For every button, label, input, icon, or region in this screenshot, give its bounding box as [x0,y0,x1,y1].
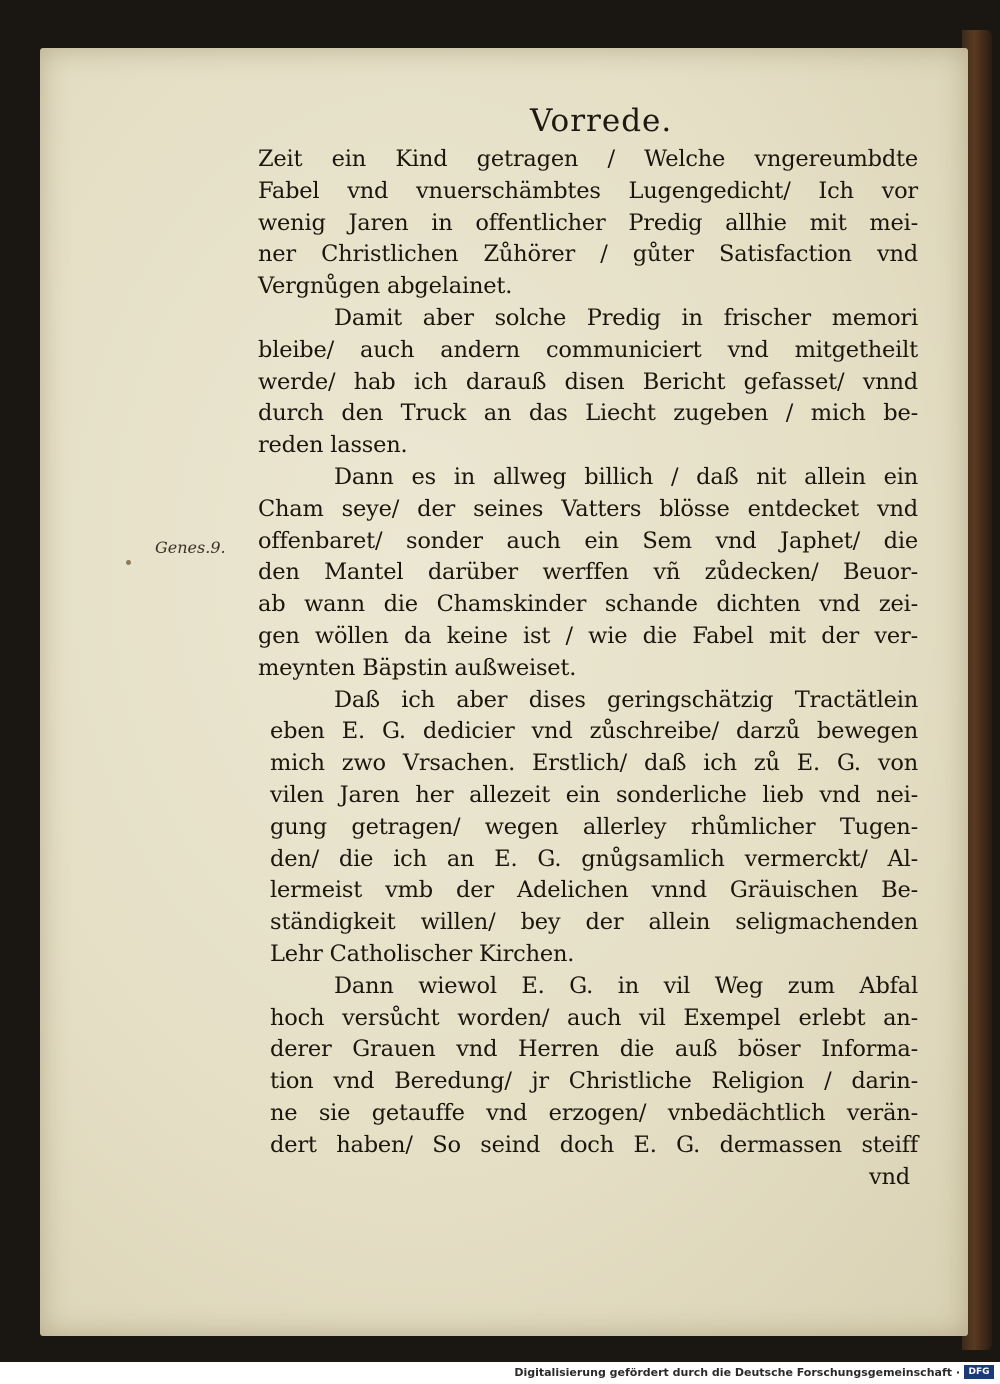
text-line: Dann wiewol E. G. in vil Weg zum Abfal [334,972,918,999]
catchword: vnd [868,1163,910,1190]
dfg-logo-icon: DFG [964,1365,994,1379]
text-line: Dann es in allweg billich / daß nit allein ein [334,463,918,490]
body-text [258,144,918,1193]
text-line: bleibe/ auch andern communiciert vnd mitgetheilt [258,336,918,363]
text-line: Cham seye/ der seines Vatters blösse entdecket vnd [258,495,918,522]
text-line: mich zwo Vrsachen. Erstlich/ daß ich zů E. G. von [270,750,918,777]
text-line: gung getragen/ wegen allerley rhůmlicher Tugen- [270,813,918,840]
text-line: werde/ hab ich darauß disen Bericht gefasset/ vnnd [258,368,918,395]
text-line: Daß ich aber dises geringschätzig Tractätlein [334,686,918,713]
text-line: gen wöllen da keine ist / wie die Fabel mit der ver- [258,622,918,649]
text-line: Vergnůgen abgelainet. [258,273,513,300]
text-line: ne sie getauffe vnd erzogen/ vnbedächtlich verän- [270,1099,918,1126]
footer-credit: Digitalisierung gefördert durch die Deutsche Forschungsgemeinschaft · [514,1366,960,1379]
text-line: reden lassen. [258,432,408,459]
text-line: ner Christlichen Zůhörer / gůter Satisfaction vnd [258,241,918,268]
text-line: durch den Truck an das Liecht zugeben / mich be- [258,400,918,427]
text-line: dert haben/ So seind doch E. G. dermassen steiff [270,1131,918,1158]
margin-dot [126,560,131,565]
text-line: den/ die ich an E. G. gnůgsamlich vermerckt/ Al- [270,845,918,872]
text-line: tion vnd Beredung/ jr Christliche Religion / darin- [270,1068,918,1095]
text-line: derer Grauen vnd Herren die auß böser Informa- [270,1036,918,1063]
text-line: den Mantel darüber werffen vñ zůdecken/ Beuor- [258,559,918,586]
text-line: ab wann die Chamskinder schande dichten vnd zei- [258,591,918,618]
text-line: eben E. G. dedicier vnd zůschreibe/ darzů bewegen [270,718,918,745]
footer-bar [0,1362,1000,1384]
text-line: wenig Jaren in offentlicher Predig allhie mit mei- [258,209,918,236]
text-line: Damit aber solche Predig in frischer memori [334,304,918,331]
page-heading: Vorrede. [530,103,673,139]
text-line: lermeist vmb der Adelichen vnnd Gräuischen Be- [270,877,918,904]
text-line: ständigkeit willen/ bey der allein seligmachenden [270,909,918,936]
text-line: hoch versůcht worden/ auch vil Exempel erlebt an- [270,1004,918,1031]
margin-note: Genes.9. [155,538,226,557]
text-line: Fabel vnd vnuerschämbtes Lugengedicht/ Ich vor [258,177,918,204]
text-line: vilen Jaren her allezeit ein sonderliche lieb vnd nei- [270,781,918,808]
text-line: offenbaret/ sonder auch ein Sem vnd Japhet/ die [258,527,918,554]
text-line: Zeit ein Kind getragen / Welche vngereumbdte [258,146,918,172]
text-line: meynten Bäpstin außweiset. [258,654,577,681]
text-line: Lehr Catholischer Kirchen. [270,940,575,967]
